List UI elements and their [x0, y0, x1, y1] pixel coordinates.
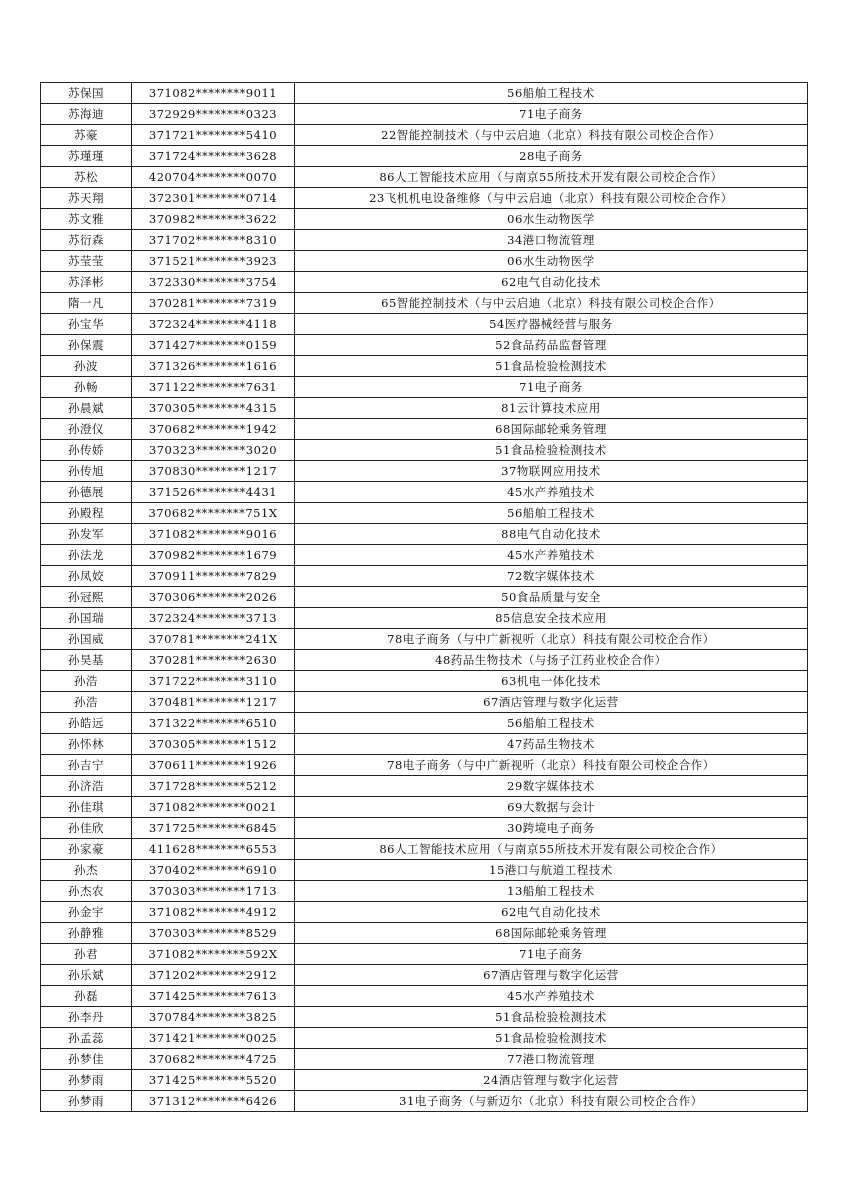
student-name-cell: 孙皓远: [41, 713, 132, 734]
table-row: [41, 818, 808, 839]
major-cell: 45水产养殖技术: [295, 986, 808, 1007]
student-name-cell: 孙梦雨: [41, 1070, 132, 1091]
table-row: [41, 734, 808, 755]
table-row: [41, 671, 808, 692]
id-number-cell: 371702********8310: [132, 230, 295, 251]
id-number-cell: 372324********3713: [132, 608, 295, 629]
id-number-cell: 371521********3923: [132, 251, 295, 272]
table-row: [41, 377, 808, 398]
table-row: [41, 797, 808, 818]
id-number-cell: 371082********4912: [132, 902, 295, 923]
table-row: [41, 629, 808, 650]
major-cell: 31电子商务（与新迈尔（北京）科技有限公司校企合作）: [295, 1091, 808, 1112]
id-number-cell: 370781********241X: [132, 629, 295, 650]
student-name-cell: 孙冠熙: [41, 587, 132, 608]
id-number-cell: 371082********0021: [132, 797, 295, 818]
major-cell: 68国际邮轮乘务管理: [295, 923, 808, 944]
student-name-cell: 孙殿程: [41, 503, 132, 524]
major-cell: 63机电一体化技术: [295, 671, 808, 692]
major-cell: 56船舶工程技术: [295, 83, 808, 104]
student-name-cell: 孙佳琪: [41, 797, 132, 818]
table-row: [41, 230, 808, 251]
table-row: [41, 1028, 808, 1049]
id-number-cell: 370281********2630: [132, 650, 295, 671]
id-number-cell: 371728********5212: [132, 776, 295, 797]
major-cell: 62电气自动化技术: [295, 902, 808, 923]
major-cell: 86人工智能技术应用（与南京55所技术开发有限公司校企合作）: [295, 167, 808, 188]
id-number-cell: 371122********7631: [132, 377, 295, 398]
table-row: [41, 755, 808, 776]
student-name-cell: 孙发军: [41, 524, 132, 545]
major-cell: 62电气自动化技术: [295, 272, 808, 293]
table-row: [41, 1007, 808, 1028]
major-cell: 81云计算技术应用: [295, 398, 808, 419]
student-name-cell: 苏瑾瑾: [41, 146, 132, 167]
student-name-cell: 孙杰农: [41, 881, 132, 902]
major-cell: 88电气自动化技术: [295, 524, 808, 545]
table-row: [41, 335, 808, 356]
student-name-cell: 苏保国: [41, 83, 132, 104]
table-row: [41, 209, 808, 230]
major-cell: 54医疗器械经营与服务: [295, 314, 808, 335]
student-name-cell: 孙晨斌: [41, 398, 132, 419]
table-row: [41, 503, 808, 524]
student-name-cell: 苏莹莹: [41, 251, 132, 272]
id-number-cell: 371425********7613: [132, 986, 295, 1007]
id-number-cell: 371721********5410: [132, 125, 295, 146]
student-name-cell: 孙澄仪: [41, 419, 132, 440]
major-cell: 65智能控制技术（与中云启迪（北京）科技有限公司校企合作）: [295, 293, 808, 314]
table-row: [41, 986, 808, 1007]
id-number-cell: 371082********9011: [132, 83, 295, 104]
student-name-cell: 孙畅: [41, 377, 132, 398]
table-row: [41, 356, 808, 377]
table-row: [41, 923, 808, 944]
id-number-cell: 371312********6426: [132, 1091, 295, 1112]
major-cell: 51食品检验检测技术: [295, 440, 808, 461]
student-name-cell: 孙昊基: [41, 650, 132, 671]
major-cell: 24酒店管理与数字化运营: [295, 1070, 808, 1091]
major-cell: 48药品生物技术（与扬子江药业校企合作）: [295, 650, 808, 671]
major-cell: 71电子商务: [295, 104, 808, 125]
major-cell: 67酒店管理与数字化运营: [295, 965, 808, 986]
student-name-cell: 孙法龙: [41, 545, 132, 566]
major-cell: 67酒店管理与数字化运营: [295, 692, 808, 713]
table-row: [41, 1049, 808, 1070]
major-cell: 22智能控制技术（与中云启迪（北京）科技有限公司校企合作）: [295, 125, 808, 146]
major-cell: 68国际邮轮乘务管理: [295, 419, 808, 440]
id-number-cell: 370982********1679: [132, 545, 295, 566]
student-name-cell: 孙佳欣: [41, 818, 132, 839]
major-cell: 51食品检验检测技术: [295, 356, 808, 377]
student-name-cell: 孙传旭: [41, 461, 132, 482]
id-number-cell: 370682********1942: [132, 419, 295, 440]
student-name-cell: 隋一凡: [41, 293, 132, 314]
student-name-cell: 孙浩: [41, 692, 132, 713]
id-number-cell: 371425********5520: [132, 1070, 295, 1091]
major-cell: 51食品检验检测技术: [295, 1028, 808, 1049]
major-cell: 29数字媒体技术: [295, 776, 808, 797]
roster-body: [41, 83, 808, 1112]
id-number-cell: 371326********1616: [132, 356, 295, 377]
major-cell: 78电子商务（与中广新视听（北京）科技有限公司校企合作）: [295, 629, 808, 650]
table-row: [41, 587, 808, 608]
student-name-cell: 孙家豪: [41, 839, 132, 860]
table-row: [41, 650, 808, 671]
table-row: [41, 839, 808, 860]
student-name-cell: 孙宝华: [41, 314, 132, 335]
major-cell: 30跨境电子商务: [295, 818, 808, 839]
id-number-cell: 370305********1512: [132, 734, 295, 755]
student-name-cell: 孙国威: [41, 629, 132, 650]
major-cell: 23飞机机电设备维修（与中云启迪（北京）科技有限公司校企合作）: [295, 188, 808, 209]
student-name-cell: 孙君: [41, 944, 132, 965]
table-row: [41, 314, 808, 335]
table-row: [41, 293, 808, 314]
student-name-cell: 苏泽彬: [41, 272, 132, 293]
id-number-cell: 411628********6553: [132, 839, 295, 860]
major-cell: 37物联网应用技术: [295, 461, 808, 482]
table-row: [41, 1070, 808, 1091]
major-cell: 15港口与航道工程技术: [295, 860, 808, 881]
table-row: [41, 776, 808, 797]
major-cell: 56船舶工程技术: [295, 713, 808, 734]
major-cell: 28电子商务: [295, 146, 808, 167]
id-number-cell: 371421********0025: [132, 1028, 295, 1049]
table-row: [41, 251, 808, 272]
student-name-cell: 孙乐斌: [41, 965, 132, 986]
id-number-cell: 371322********6510: [132, 713, 295, 734]
major-cell: 85信息安全技术应用: [295, 608, 808, 629]
table-row: [41, 902, 808, 923]
id-number-cell: 372324********4118: [132, 314, 295, 335]
table-row: [41, 461, 808, 482]
table-row: [41, 566, 808, 587]
table-row: [41, 125, 808, 146]
major-cell: 56船舶工程技术: [295, 503, 808, 524]
id-number-cell: 370281********7319: [132, 293, 295, 314]
id-number-cell: 372330********3754: [132, 272, 295, 293]
id-number-cell: 371082********9016: [132, 524, 295, 545]
id-number-cell: 370611********1926: [132, 755, 295, 776]
major-cell: 45水产养殖技术: [295, 482, 808, 503]
major-cell: 45水产养殖技术: [295, 545, 808, 566]
table-row: [41, 104, 808, 125]
table-row: [41, 440, 808, 461]
student-name-cell: 孙济浩: [41, 776, 132, 797]
id-number-cell: 370682********4725: [132, 1049, 295, 1070]
table-row: [41, 860, 808, 881]
student-name-cell: 孙孟蕊: [41, 1028, 132, 1049]
student-name-cell: 孙金宇: [41, 902, 132, 923]
major-cell: 06水生动物医学: [295, 251, 808, 272]
major-cell: 86人工智能技术应用（与南京55所技术开发有限公司校企合作）: [295, 839, 808, 860]
table-row: [41, 608, 808, 629]
id-number-cell: 372929********0323: [132, 104, 295, 125]
id-number-cell: 420704********0070: [132, 167, 295, 188]
major-cell: 77港口物流管理: [295, 1049, 808, 1070]
student-name-cell: 苏豪: [41, 125, 132, 146]
table-row: [41, 965, 808, 986]
major-cell: 71电子商务: [295, 377, 808, 398]
table-row: [41, 188, 808, 209]
major-cell: 51食品检验检测技术: [295, 1007, 808, 1028]
student-name-cell: 孙浩: [41, 671, 132, 692]
table-row: [41, 167, 808, 188]
id-number-cell: 370784********3825: [132, 1007, 295, 1028]
id-number-cell: 371725********6845: [132, 818, 295, 839]
major-cell: 13船舶工程技术: [295, 881, 808, 902]
table-row: [41, 83, 808, 104]
id-number-cell: 370305********4315: [132, 398, 295, 419]
table-row: [41, 545, 808, 566]
id-number-cell: 371724********3628: [132, 146, 295, 167]
student-name-cell: 孙梦雨: [41, 1091, 132, 1112]
student-name-cell: 孙梦佳: [41, 1049, 132, 1070]
id-number-cell: 370323********3020: [132, 440, 295, 461]
major-cell: 34港口物流管理: [295, 230, 808, 251]
table-row: [41, 881, 808, 902]
major-cell: 71电子商务: [295, 944, 808, 965]
student-name-cell: 孙李丹: [41, 1007, 132, 1028]
student-name-cell: 孙杰: [41, 860, 132, 881]
id-number-cell: 371722********3110: [132, 671, 295, 692]
student-name-cell: 苏松: [41, 167, 132, 188]
id-number-cell: 371427********0159: [132, 335, 295, 356]
table-row: [41, 524, 808, 545]
student-name-cell: 孙德展: [41, 482, 132, 503]
table-row: [41, 146, 808, 167]
student-name-cell: 孙波: [41, 356, 132, 377]
table-row: [41, 272, 808, 293]
table-row: [41, 713, 808, 734]
student-name-cell: 孙国瑞: [41, 608, 132, 629]
table-row: [41, 944, 808, 965]
id-number-cell: 370830********1217: [132, 461, 295, 482]
table-row: [41, 398, 808, 419]
major-cell: 50食品质量与安全: [295, 587, 808, 608]
student-name-cell: 孙传娇: [41, 440, 132, 461]
id-number-cell: 370303********1713: [132, 881, 295, 902]
student-name-cell: 孙磊: [41, 986, 132, 1007]
table-row: [41, 1091, 808, 1112]
student-name-cell: 苏天翔: [41, 188, 132, 209]
major-cell: 72数字媒体技术: [295, 566, 808, 587]
table-row: [41, 692, 808, 713]
major-cell: 78电子商务（与中广新视听（北京）科技有限公司校企合作）: [295, 755, 808, 776]
id-number-cell: 370982********3622: [132, 209, 295, 230]
id-number-cell: 370303********8529: [132, 923, 295, 944]
id-number-cell: 370911********7829: [132, 566, 295, 587]
id-number-cell: 370481********1217: [132, 692, 295, 713]
id-number-cell: 371202********2912: [132, 965, 295, 986]
id-number-cell: 371526********4431: [132, 482, 295, 503]
student-name-cell: 孙保震: [41, 335, 132, 356]
student-name-cell: 孙凤姣: [41, 566, 132, 587]
student-name-cell: 苏海迪: [41, 104, 132, 125]
table-row: [41, 482, 808, 503]
id-number-cell: 372301********0714: [132, 188, 295, 209]
student-name-cell: 孙静雅: [41, 923, 132, 944]
id-number-cell: 370682********751X: [132, 503, 295, 524]
student-name-cell: 苏衍森: [41, 230, 132, 251]
major-cell: 47药品生物技术: [295, 734, 808, 755]
student-name-cell: 孙怀林: [41, 734, 132, 755]
major-cell: 06水生动物医学: [295, 209, 808, 230]
id-number-cell: 371082********592X: [132, 944, 295, 965]
major-cell: 52食品药品监督管理: [295, 335, 808, 356]
student-name-cell: 苏文雅: [41, 209, 132, 230]
major-cell: 69大数据与会计: [295, 797, 808, 818]
id-number-cell: 370306********2026: [132, 587, 295, 608]
student-roster-table: [40, 82, 808, 1112]
student-name-cell: 孙吉宁: [41, 755, 132, 776]
id-number-cell: 370402********6910: [132, 860, 295, 881]
table-row: [41, 419, 808, 440]
